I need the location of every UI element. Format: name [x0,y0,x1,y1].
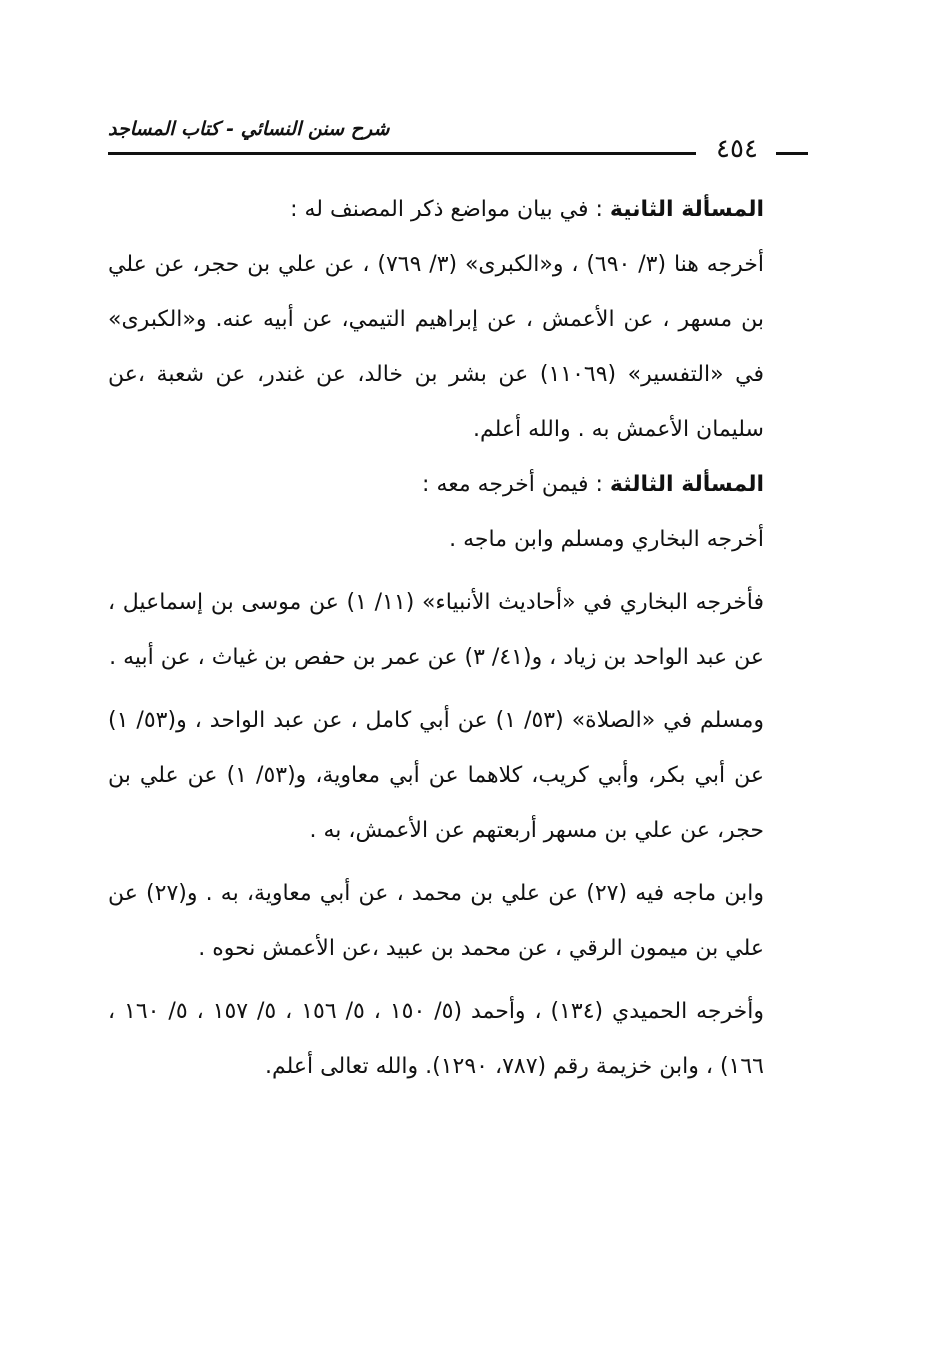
heading-label: المسألة الثالثة [609,472,764,497]
page-number: ٤٥٤ [716,134,758,164]
heading-second-issue [108,182,808,237]
paragraph-others: وأخرجه الحميدي (١٣٤) ، وأحمد (٥/ ١٥٠ ، ٥/ ١٥٦ ، ٥/ ١٥٧ ، ٥/ ١٦٠ ، ١٦٦) ، وابن خزيمة رقم (٧٨٧، ١٢٩٠). والله تعالى أعلم. [108,999,764,1079]
paragraph-sources: أخرجه هنا (٣/ ٦٩٠) ، و«الكبرى» (٣/ ٧٦٩) ، عن علي بن حجر، عن علي بن مسهر ، عن الأعمش ، عن إبراهيم التيمي، عن أبيه عنه. و«الكبرى» في «التفسير» (١١٠٦٩) عن بشر بن خالد، عن غندر، عن شعبة ،عن سليمان الأعمش به . والله أعلم. [108,252,764,442]
heading-label: المسألة الثانية [609,197,764,222]
paragraph-bukhari: فأخرجه البخاري في «أحاديث الأنبياء» (١١/ ١) عن موسى بن إسماعيل ، عن عبد الواحد بن زياد ، و(٤١/ ٣) عن عمر بن حفص بن غياث ، عن أبيه . [108,590,765,670]
paragraph-muslim: ومسلم في «الصلاة» (٥٣/ ١) عن أبي كامل ، عن عبد الواحد ، و(٥٣/ ١) عن أبي بكر، وأبي كريب، كلاهما عن أبي معاوية، و(٥٣/ ١) عن علي بن حجر، عن علي بن مسهر أربعتهم عن الأعمش، به . [108,708,765,843]
paragraph-intro: أخرجه البخاري ومسلم وابن ماجه . [449,527,764,552]
body-text [108,182,808,1094]
heading-text: : فيمن أخرجه معه : [422,472,603,497]
header-rule [108,152,696,155]
heading-text: : في بيان مواضع ذكر المصنف له : [290,197,603,222]
heading-third-issue [108,457,808,512]
book-title: شرح سنن النسائي - كتاب المساجد [108,118,390,140]
paragraph-ibn-majah: وابن ماجه فيه (٢٧) عن علي بن محمد ، عن أبي معاوية، به . و(٢٧) عن علي بن ميمون الرقي ، عن محمد بن عبيد ،عن الأعمش نحوه . [108,881,764,961]
running-header [108,112,808,172]
header-rule-short [776,152,808,155]
